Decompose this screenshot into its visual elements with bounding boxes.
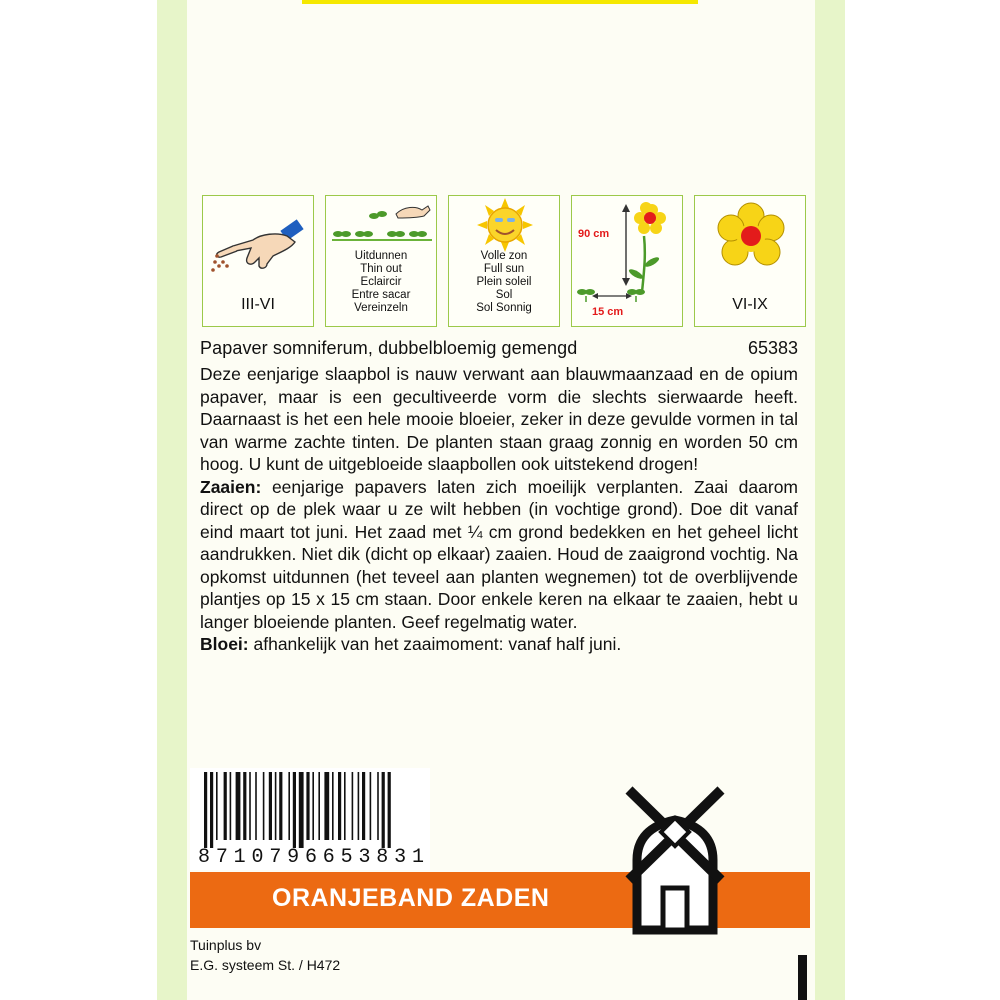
barcode-digit: 6 — [322, 846, 335, 869]
barcode-digit: 1 — [233, 846, 246, 869]
sowing-paragraph — [200, 476, 798, 634]
spacing-icon-box — [571, 195, 683, 327]
barcode-bar — [318, 772, 320, 840]
barcode-bar — [382, 772, 385, 848]
barcode-bar — [299, 772, 304, 848]
flowering-paragraph — [200, 633, 798, 656]
barcode-bar — [352, 772, 354, 840]
barcode-bar — [243, 772, 246, 840]
barcode-digit: 5 — [340, 846, 353, 869]
flowering-text: afhankelijk van het zaaimoment: vanaf half juni. — [248, 634, 622, 654]
sun-line-fr: Plein soleil — [476, 276, 532, 288]
top-yellow-stripe — [302, 0, 698, 4]
barcode-bar — [338, 772, 341, 840]
sun-text — [449, 250, 559, 315]
sowing-label: Zaaien: — [200, 476, 262, 497]
company-name: Tuinplus bv — [190, 937, 262, 953]
product-description: Deze eenjarige slaapbol is nauw verwant aan blauwmaanzaad en de opium papaver, maar is een gecultiveerde vorm die slechts sierwaarde heeft. Daarnaast is het een hele mooie bloeier, zeker in deze gevulde vormen in tal van warme zachte tinten. De planten staan graag zonnig en worden 50 cm hoog. U kunt de uitgebloeide slaapbollen ook uitstekend drogen! — [200, 364, 798, 474]
product-name: Papaver somniferum, dubbelbloemig gemengd — [200, 338, 578, 358]
windmill-logo-icon — [615, 780, 735, 940]
sowing-icon-box — [202, 195, 314, 327]
barcode-bar — [293, 772, 296, 848]
plant-distance-label: 15 cm — [592, 306, 624, 318]
sowing-text: eenjarige papavers laten zich moeilijk verplanten. Zaai daarom direct op de plek waar u ze wilt hebben (in vochtige grond). Doe dit vanaf eind maart tot juni. Het zaad met ¼ cm grond bedekken en het geheel licht aandrukken. Niet dik (dicht op elkaar) zaaien. Houd de zaaigrond vochtig. Na opkomst uitdunnen (het teveel aan planten wegnemen) tot de overblijvende plantjes op 15 x 15 cm staan. Door enkele keren na elkaar te zaaien, hebt u langer bloeiende planten. Geef regelmatig water. — [200, 476, 798, 632]
barcode-digits — [190, 846, 430, 869]
barcode-bar — [306, 772, 309, 840]
barcode-bar — [275, 772, 277, 840]
barcode-digit: 3 — [358, 846, 371, 869]
barcode-digit: 8 — [376, 846, 389, 869]
thinning-line-nl: Uitdunnen — [354, 250, 408, 262]
barcode-bar — [377, 772, 379, 840]
flowering-icon-box — [694, 195, 806, 327]
brand-name: ORANJEBAND ZADEN — [272, 884, 550, 912]
flowering-months: VI-IX — [732, 296, 768, 313]
right-side-band — [815, 0, 845, 1000]
flower-icon — [695, 196, 807, 292]
barcode-bar — [236, 772, 241, 840]
barcode-bar — [224, 772, 227, 840]
barcode-digit: 9 — [287, 846, 300, 869]
thinning-line-fr: Eclaircir — [360, 276, 402, 288]
footer — [190, 935, 340, 975]
barcode-bar — [263, 772, 265, 840]
thinning-line-de: Vereinzeln — [354, 302, 408, 314]
barcode-bar — [269, 772, 272, 840]
thinning-icon-box — [325, 195, 437, 327]
barcode-bar — [324, 772, 329, 840]
barcode-bar — [204, 772, 207, 848]
barcode-bar — [358, 772, 360, 840]
thinning-line-es: Entre sacar — [351, 289, 411, 301]
thinning-seedlings-icon — [326, 196, 438, 250]
barcode-digit: 3 — [394, 846, 407, 869]
barcode-bar — [370, 772, 372, 840]
barcode — [190, 768, 430, 870]
barcode-digit: 6 — [304, 846, 317, 869]
left-side-band — [157, 0, 187, 1000]
barcode-digit: 7 — [215, 846, 228, 869]
sun-icon-box — [448, 195, 560, 327]
certification: E.G. systeem St. / H472 — [190, 957, 341, 973]
product-description-block — [200, 363, 798, 656]
barcode-bar — [249, 772, 251, 840]
sun-line-es: Sol — [495, 289, 513, 301]
sun-line-de: Sol Sonnig — [476, 302, 532, 314]
barcode-bar — [332, 772, 334, 840]
sowing-months: III-VI — [241, 296, 275, 313]
barcode-bar — [362, 772, 365, 840]
barcode-bar — [210, 772, 213, 848]
plant-height-label: 90 cm — [578, 228, 610, 240]
barcode-bar — [230, 772, 232, 840]
flowering-label: Bloei: — [200, 634, 249, 654]
thinning-text — [326, 250, 436, 315]
barcode-digit: 0 — [251, 846, 264, 869]
barcode-bar — [216, 772, 218, 840]
barcode-bars — [190, 768, 430, 848]
thinning-line-en: Thin out — [360, 263, 402, 275]
plant-height-spacing-icon — [572, 196, 684, 326]
barcode-digit: 7 — [269, 846, 282, 869]
sun-line-nl: Volle zon — [480, 250, 528, 262]
barcode-bar — [344, 772, 346, 840]
barcode-bar — [255, 772, 257, 840]
sun-line-en: Full sun — [483, 263, 525, 275]
sun-icon — [449, 196, 561, 254]
product-number: 65383 — [747, 338, 798, 358]
barcode-digit: 1 — [411, 846, 424, 869]
barcode-bar — [312, 772, 314, 840]
cut-mark — [798, 955, 807, 1000]
sowing-hand-icon — [203, 196, 315, 296]
barcode-digit: 8 — [198, 846, 211, 869]
barcode-bar — [288, 772, 290, 840]
barcode-bar — [388, 772, 391, 848]
barcode-bar — [279, 772, 282, 840]
product-heading — [200, 338, 798, 364]
